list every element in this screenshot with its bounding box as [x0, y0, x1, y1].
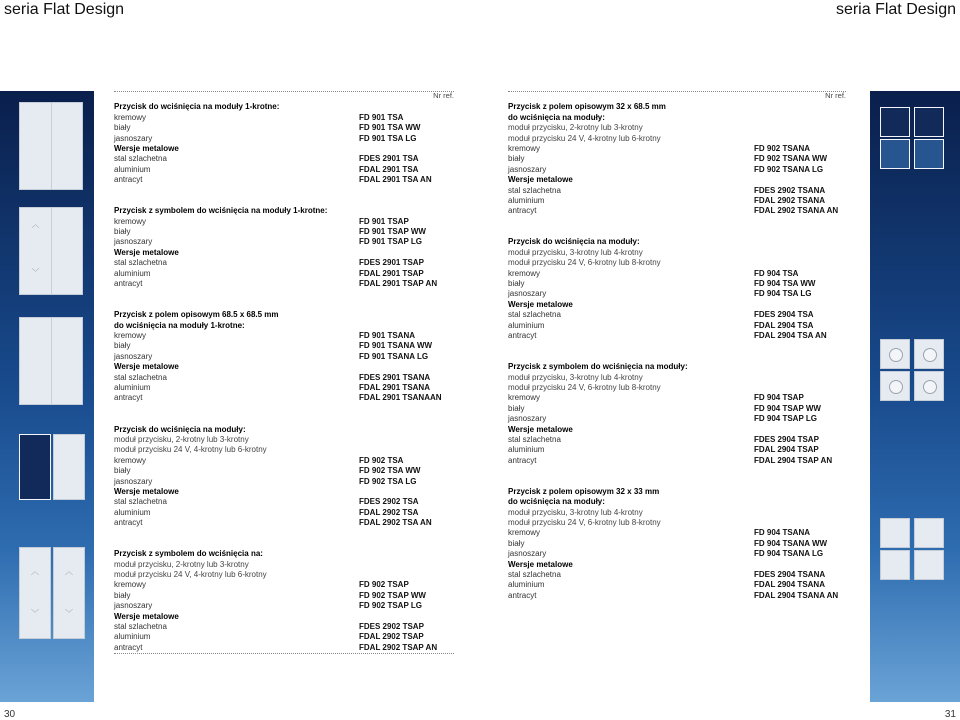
product-row-label: jasnoszary	[114, 351, 153, 361]
product-row-ref-code: FD 901 TSA LG	[359, 133, 417, 143]
arrow-up-icon: ︿	[65, 567, 73, 576]
product-row-label: jasnoszary	[508, 549, 547, 559]
section-description	[114, 435, 454, 445]
metal-versions-header	[114, 248, 454, 258]
metal-versions-header-label: Wersje metalowe	[114, 486, 179, 496]
product-row-label: aluminium	[114, 382, 151, 392]
section-title	[114, 321, 454, 331]
product-row-label: stal szlachetna	[508, 570, 561, 580]
product-row	[114, 175, 454, 185]
product-row-label: kremowy	[114, 331, 147, 341]
product-row	[114, 123, 454, 133]
product-row	[508, 154, 846, 164]
section-description-label: moduł przycisku, 3-krotny lub 4-krotny	[508, 247, 643, 257]
product-row	[508, 414, 846, 424]
product-image-tsap-2x-left	[19, 547, 51, 639]
section-description	[508, 508, 846, 518]
product-row	[508, 165, 846, 175]
section-title	[114, 206, 454, 216]
product-row-ref-code: FDAL 2904 TSAP AN	[754, 455, 833, 465]
section-title-label: Przycisk do wciśnięcia na moduły:	[508, 237, 640, 247]
product-row	[508, 528, 846, 538]
section-title-label: Przycisk do wciśnięcia na moduły 1-krotne:	[114, 102, 280, 112]
product-row-ref-code: FD 902 TSAP WW	[359, 590, 426, 600]
product-row-label: stal szlachetna	[508, 185, 561, 195]
product-row	[114, 643, 454, 653]
product-image-tsap-4x-c	[880, 371, 910, 401]
product-row-ref-code: FD 901 TSAP	[359, 216, 409, 226]
product-image-tsana-4x-a	[880, 518, 910, 548]
product-row-ref-code: FDES 2904 TSAP	[754, 434, 819, 444]
section-title-label: do wciśnięcia na moduły:	[508, 497, 605, 507]
metal-versions-header-label: Wersje metalowe	[114, 143, 179, 153]
metal-versions-header	[508, 300, 846, 310]
section-description-label: moduł przycisku 24 V, 6-krotny lub 8-krotny	[508, 258, 661, 268]
metal-versions-header	[508, 425, 846, 435]
product-row-ref-code: FD 902 TSA	[359, 455, 404, 465]
metal-versions-header-label: Wersje metalowe	[508, 299, 573, 309]
product-row	[508, 144, 846, 154]
symbol-icon	[889, 380, 903, 394]
product-row-label: biały	[508, 538, 525, 548]
product-row-ref-code: FD 902 TSAP LG	[359, 601, 422, 611]
section-title-label: do wciśnięcia na moduły:	[508, 112, 605, 122]
column-header-nr-ref: Nr ref.	[825, 91, 846, 100]
product-row-label: aluminium	[508, 580, 545, 590]
product-row-ref-code: FD 902 TSANA	[754, 143, 811, 153]
product-image-tsa-2x-right	[53, 434, 85, 500]
product-image-tsap-2x-right	[53, 547, 85, 639]
product-row-label: biały	[508, 279, 525, 289]
product-image-tsana-4x-d	[914, 550, 944, 580]
product-row-label: biały	[114, 590, 131, 600]
product-row-ref-code: FD 904 TSA	[754, 268, 799, 278]
product-row-label: antracyt	[508, 206, 537, 216]
product-row-label: jasnoszary	[114, 237, 153, 247]
product-row-ref-code: FDAL 2902 TSANA	[754, 195, 825, 205]
product-image-tsana-1b	[914, 107, 944, 137]
product-table-left	[114, 91, 454, 654]
header-title-right: seria Flat Design	[835, 1, 956, 18]
arrow-up-icon: ︿	[31, 220, 40, 229]
product-row	[508, 435, 846, 445]
table-top-rule	[114, 91, 454, 100]
product-row-label: stal szlachetna	[508, 434, 561, 444]
product-row-ref-code: FDAL 2902 TSA	[359, 507, 419, 517]
product-row	[508, 570, 846, 580]
product-row-label: antracyt	[508, 331, 537, 340]
product-row	[114, 580, 454, 590]
section-description	[114, 445, 454, 455]
product-row-label: biały	[508, 403, 525, 413]
product-row-label: aluminium	[114, 632, 151, 642]
metal-versions-header-label: Wersje metalowe	[114, 611, 179, 621]
product-row	[508, 393, 846, 403]
product-row	[508, 591, 846, 601]
metal-versions-header	[114, 144, 454, 154]
product-row-ref-code: FD 901 TSA WW	[359, 123, 421, 133]
product-image-tsana-4x-c	[880, 550, 910, 580]
product-row-label: kremowy	[114, 112, 147, 122]
product-row	[114, 383, 454, 393]
product-row-label: antracyt	[114, 175, 143, 185]
product-row-label: kremowy	[114, 580, 147, 590]
product-image-tsana-1a	[880, 107, 910, 137]
product-row	[508, 269, 846, 279]
product-row	[114, 154, 454, 164]
section-description	[114, 560, 454, 570]
product-row-label: kremowy	[508, 393, 541, 403]
section-description-label: moduł przycisku 24 V, 4-krotny lub 6-krotny	[114, 445, 267, 455]
product-row	[114, 373, 454, 383]
product-row-label: kremowy	[508, 143, 541, 153]
product-row	[114, 632, 454, 642]
product-row	[114, 217, 454, 227]
product-row-label: antracyt	[114, 393, 143, 403]
arrow-down-icon: ﹀	[31, 268, 40, 277]
product-row-ref-code: FD 904 TSAP	[754, 393, 804, 403]
product-row-ref-code: FDAL 2901 TSANAAN	[359, 393, 442, 403]
product-row	[508, 321, 846, 331]
section-description-label: moduł przycisku, 3-krotny lub 4-krotny	[508, 507, 643, 517]
product-row-ref-code: FDAL 2902 TSAP	[359, 632, 424, 642]
section-title	[508, 102, 846, 112]
product-row-ref-code: FDAL 2901 TSAP AN	[359, 279, 438, 289]
product-row-label: antracyt	[114, 642, 143, 652]
product-row-label: jasnoszary	[114, 601, 153, 611]
section-title	[114, 425, 454, 435]
product-row-label: kremowy	[114, 455, 147, 465]
product-row-ref-code: FD 902 TSANA LG	[754, 164, 824, 174]
section-description-label: moduł przycisku, 2-krotny lub 3-krotny	[508, 123, 643, 133]
product-row-ref-code: FDES 2902 TSANA	[754, 185, 826, 195]
product-image-strip-right	[870, 91, 960, 702]
product-row	[508, 196, 846, 206]
product-row-label: aluminium	[114, 507, 151, 517]
product-row-ref-code: FDAL 2904 TSANA AN	[754, 590, 839, 600]
product-row	[114, 456, 454, 466]
product-row-label: stal szlachetna	[114, 154, 167, 164]
section-description	[114, 570, 454, 580]
product-row	[508, 206, 846, 216]
section-title-label: do wciśnięcia na moduły 1-krotne:	[114, 320, 245, 330]
section-description-label: moduł przycisku, 2-krotny lub 3-krotny	[114, 559, 249, 569]
product-row	[114, 393, 454, 403]
section-title-label: Przycisk z symbolem do wciśnięcia na:	[114, 549, 263, 559]
product-row	[114, 134, 454, 144]
product-row-ref-code: FD 901 TSANA WW	[359, 341, 433, 351]
product-row-label: jasnoszary	[508, 414, 547, 424]
table-top-rule	[508, 91, 846, 100]
product-row-ref-code: FD 902 TSA WW	[359, 466, 421, 476]
product-row-ref-code: FDAL 2901 TSA AN	[359, 175, 432, 185]
section-description	[508, 383, 846, 393]
product-row-ref-code: FDES 2901 TSA	[359, 154, 419, 164]
product-row	[114, 622, 454, 632]
product-row	[508, 456, 846, 466]
symbol-icon	[889, 348, 903, 362]
product-row-label: aluminium	[508, 320, 545, 330]
product-row-label: jasnoszary	[508, 164, 547, 174]
product-row-label: antracyt	[508, 455, 537, 465]
product-row-ref-code: FDAL 2902 TSAP AN	[359, 642, 438, 652]
metal-versions-header-label: Wersje metalowe	[508, 559, 573, 569]
product-row-ref-code: FDES 2901 TSANA	[359, 372, 431, 382]
product-row-ref-code: FDES 2902 TSAP	[359, 621, 424, 631]
product-row	[114, 518, 454, 528]
product-row-ref-code: FD 901 TSANA	[359, 331, 416, 341]
arrow-down-icon: ﹀	[65, 609, 73, 618]
section-title	[114, 310, 454, 320]
product-row-label: aluminium	[508, 195, 545, 205]
metal-versions-header	[114, 612, 454, 622]
product-row-label: stal szlachetna	[114, 372, 167, 382]
product-row-label: antracyt	[114, 279, 143, 289]
product-row-ref-code: FD 904 TSA LG	[754, 289, 812, 299]
section-description	[508, 123, 846, 133]
product-row-label: kremowy	[114, 216, 147, 226]
product-row-label: aluminium	[508, 445, 545, 455]
product-row	[114, 165, 454, 175]
product-row	[508, 331, 846, 341]
section-title-label: Przycisk z symbolem do wciśnięcia na moduły 1-krotne:	[114, 206, 328, 216]
product-row	[508, 310, 846, 320]
product-row-label: aluminium	[114, 164, 151, 174]
section-title	[508, 362, 846, 372]
product-image-tsana-1d	[914, 139, 944, 169]
section-title-label: Przycisk do wciśnięcia na moduły:	[114, 424, 246, 434]
product-row-ref-code: FD 902 TSAP	[359, 580, 409, 590]
product-row-ref-code: FDAL 2902 TSANA AN	[754, 206, 839, 216]
metal-versions-header	[508, 560, 846, 570]
product-row	[508, 549, 846, 559]
product-row-ref-code: FD 904 TSANA LG	[754, 549, 824, 559]
product-row-ref-code: FDAL 2904 TSA	[754, 320, 814, 330]
product-image-tsa-2x-left	[19, 434, 51, 500]
product-row-label: stal szlachetna	[114, 497, 167, 507]
product-row-label: biały	[114, 227, 131, 237]
section-description-label: moduł przycisku, 3-krotny lub 4-krotny	[508, 372, 643, 382]
section-title	[508, 113, 846, 123]
product-row	[114, 279, 454, 289]
product-row	[114, 477, 454, 487]
product-row-ref-code: FD 902 TSANA WW	[754, 154, 828, 164]
section-title	[508, 237, 846, 247]
product-row	[114, 258, 454, 268]
product-row-label: stal szlachetna	[508, 310, 561, 320]
product-row-label: stal szlachetna	[114, 258, 167, 268]
product-row	[508, 580, 846, 590]
column-header-nr-ref: Nr ref.	[433, 91, 454, 100]
section-title	[114, 102, 454, 112]
product-row-ref-code: FD 904 TSANA WW	[754, 538, 828, 548]
product-row-ref-code: FD 902 TSA LG	[359, 476, 417, 486]
product-row-ref-code: FD 904 TSANA	[754, 528, 811, 538]
section-description	[508, 518, 846, 528]
product-row	[508, 404, 846, 414]
metal-versions-header-label: Wersje metalowe	[508, 175, 573, 185]
section-description	[508, 134, 846, 144]
product-image-tsana-4x-b	[914, 518, 944, 548]
product-row	[114, 497, 454, 507]
symbol-icon	[923, 348, 937, 362]
product-row-ref-code: FDAL 2901 TSANA	[359, 382, 430, 392]
product-row-ref-code: FD 901 TSAP LG	[359, 237, 422, 247]
metal-versions-header-label: Wersje metalowe	[508, 424, 573, 434]
product-row-ref-code: FD 901 TSA	[359, 112, 404, 122]
section-title-label: Przycisk z polem opisowym 32 x 68.5 mm	[508, 102, 666, 112]
product-row-label: kremowy	[508, 528, 541, 538]
product-row	[114, 331, 454, 341]
product-image-tsana-1x	[19, 317, 83, 405]
product-row-ref-code: FDES 2904 TSANA	[754, 570, 826, 580]
product-image-tsap-4x-b	[914, 339, 944, 369]
product-row	[508, 539, 846, 549]
product-row-ref-code: FDAL 2904 TSA AN	[754, 331, 827, 340]
metal-versions-header	[114, 362, 454, 372]
product-row-ref-code: FD 904 TSA WW	[754, 279, 816, 289]
product-row-ref-code: FDES 2904 TSA	[754, 310, 814, 320]
product-row-ref-code: FDES 2902 TSA	[359, 497, 419, 507]
section-title	[508, 487, 846, 497]
product-row	[114, 269, 454, 279]
product-table-right	[508, 91, 846, 601]
product-row-ref-code: FDAL 2902 TSA AN	[359, 518, 432, 528]
section-description-label: moduł przycisku 24 V, 4-krotny lub 6-krotny	[114, 570, 267, 580]
product-row-ref-code: FDAL 2904 TSANA	[754, 580, 825, 590]
arrow-up-icon: ︿	[31, 567, 39, 576]
product-row-label: kremowy	[508, 268, 541, 278]
metal-versions-header	[114, 487, 454, 497]
product-row	[114, 601, 454, 611]
product-row-label: biały	[114, 341, 131, 351]
product-image-tsap-1x	[19, 207, 83, 295]
product-row	[114, 341, 454, 351]
product-row-ref-code: FD 901 TSAP WW	[359, 227, 426, 237]
product-row	[114, 591, 454, 601]
section-title-label: Przycisk z symbolem do wciśnięcia na moduły:	[508, 362, 688, 372]
product-row-label: biały	[114, 123, 131, 133]
product-row-ref-code: FDAL 2901 TSA	[359, 164, 419, 174]
section-title	[508, 497, 846, 507]
product-row-ref-code: FDAL 2904 TSAP	[754, 445, 819, 455]
section-title	[114, 549, 454, 559]
product-row-ref-code: FD 904 TSAP WW	[754, 403, 821, 413]
metal-versions-header-label: Wersje metalowe	[114, 247, 179, 257]
product-row	[508, 186, 846, 196]
header-title-left: seria Flat Design	[4, 1, 125, 18]
product-row-ref-code: FD 901 TSANA LG	[359, 351, 429, 361]
product-row	[114, 352, 454, 362]
product-row	[114, 227, 454, 237]
product-row-label: stal szlachetna	[114, 621, 167, 631]
section-description-label: moduł przycisku 24 V, 6-krotny lub 8-krotny	[508, 382, 661, 392]
section-description	[508, 373, 846, 383]
section-description-label: moduł przycisku, 2-krotny lub 3-krotny	[114, 434, 249, 444]
section-description-label: moduł przycisku 24 V, 4-krotny lub 6-krotny	[508, 133, 661, 143]
product-row-label: antracyt	[114, 518, 143, 528]
product-row	[114, 237, 454, 247]
product-image-tsap-4x-d	[914, 371, 944, 401]
product-row	[508, 289, 846, 299]
product-row	[508, 445, 846, 455]
product-row-ref-code: FDAL 2901 TSAP	[359, 268, 424, 278]
product-row	[114, 113, 454, 123]
product-row-label: biały	[508, 154, 525, 164]
product-row-ref-code: FD 904 TSAP LG	[754, 414, 817, 424]
product-row	[114, 508, 454, 518]
metal-versions-header	[508, 175, 846, 185]
product-row-label: jasnoszary	[114, 133, 153, 143]
product-row-label: aluminium	[114, 268, 151, 278]
section-description-label: moduł przycisku 24 V, 6-krotny lub 8-krotny	[508, 518, 661, 528]
page-number-left: 30	[4, 709, 16, 720]
product-image-tsana-1c	[880, 139, 910, 169]
product-image-strip-left	[0, 91, 94, 702]
section-description	[508, 258, 846, 268]
section-title-label: Przycisk z polem opisowym 68.5 x 68.5 mm	[114, 310, 279, 320]
product-row-label: jasnoszary	[508, 289, 547, 299]
product-image-tsap-4x-a	[880, 339, 910, 369]
section-title-label: Przycisk z polem opisowym 32 x 33 mm	[508, 486, 660, 496]
product-row	[114, 466, 454, 476]
product-image-tsa-1x	[19, 102, 83, 190]
product-row-label: biały	[114, 466, 131, 476]
product-row-label: antracyt	[508, 590, 537, 600]
metal-versions-header-label: Wersje metalowe	[114, 362, 179, 372]
section-description	[508, 248, 846, 258]
product-row-ref-code: FDES 2901 TSAP	[359, 258, 424, 268]
product-row-label: jasnoszary	[114, 476, 153, 486]
symbol-icon	[923, 380, 937, 394]
page-number-right: 31	[944, 709, 956, 720]
product-row	[508, 279, 846, 289]
arrow-down-icon: ﹀	[31, 609, 39, 618]
